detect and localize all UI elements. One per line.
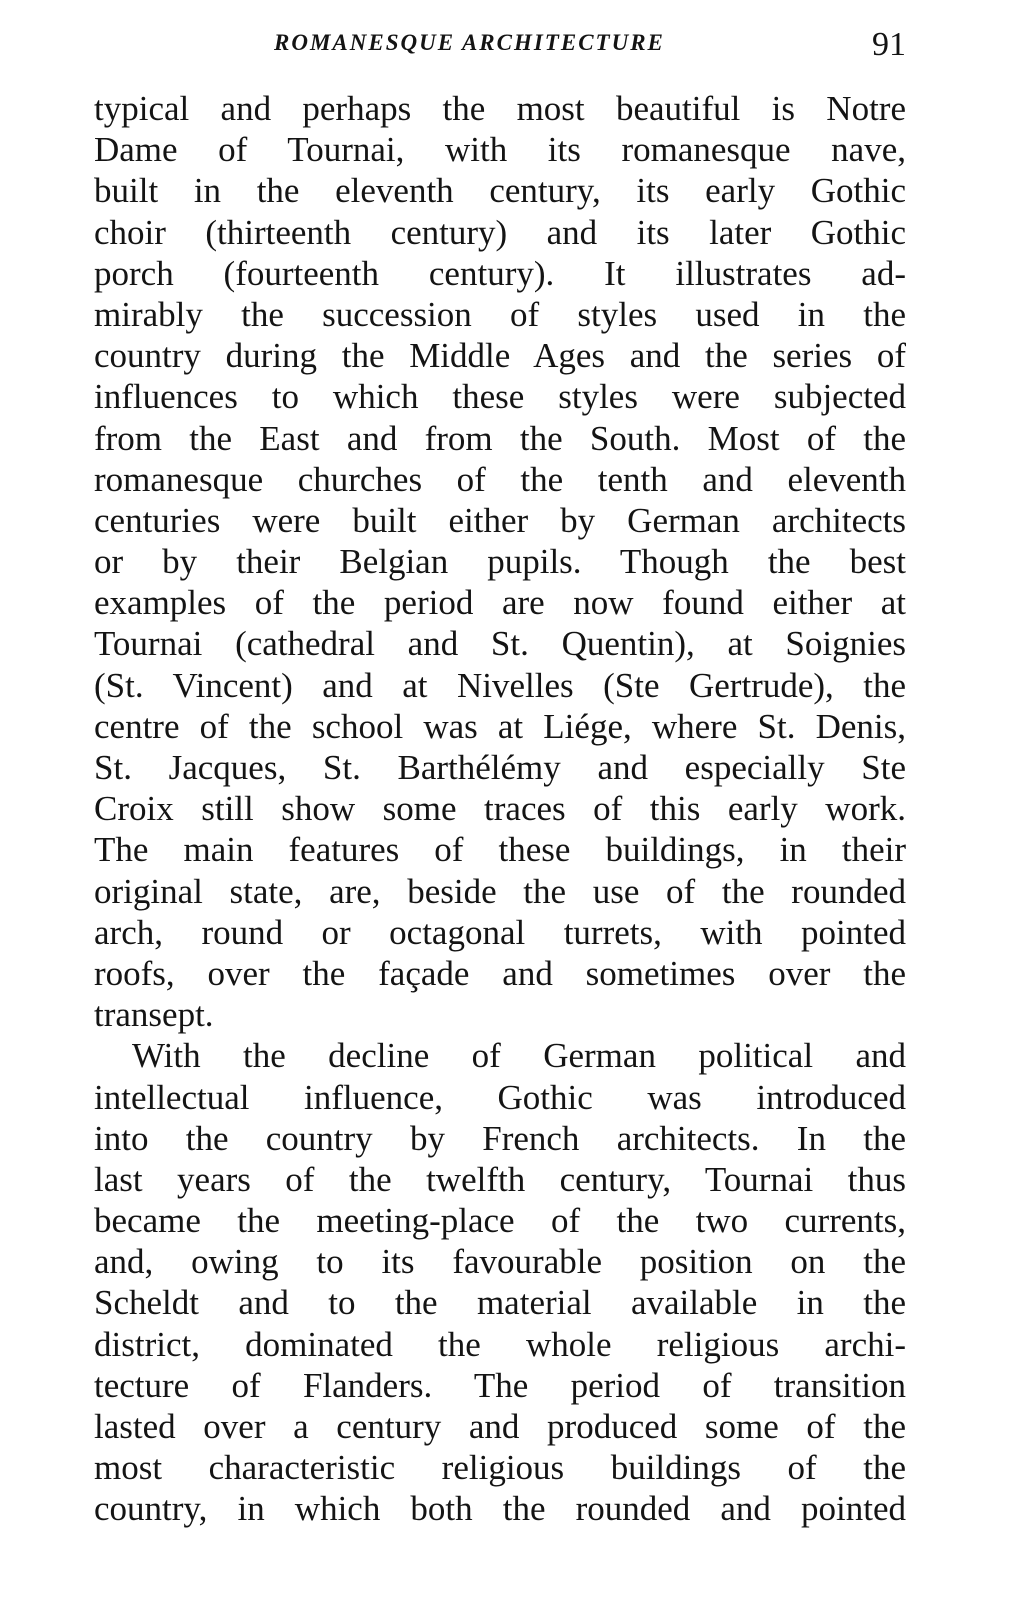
text-line: centre of the school was at Liége, where St. Denis,: [94, 706, 906, 746]
body-text: [94, 88, 906, 1530]
text-line: examples of the period are now found either at: [94, 583, 906, 623]
text-line: Tournai (cathedral and St. Quentin), at Soignies: [94, 624, 906, 664]
text-line: centuries were built either by German architects: [94, 500, 906, 540]
text-line: The main features of these buildings, in their: [94, 830, 906, 870]
text-line: from the East and from the South. Most of the: [94, 418, 906, 458]
text-line: arch, round or octagonal turrets, with pointed: [94, 912, 906, 952]
text-line: romanesque churches of the tenth and eleventh: [94, 459, 906, 499]
text-line: influences to which these styles were subjected: [94, 377, 906, 417]
text-line: Croix still show some traces of this early work.: [94, 789, 906, 829]
text-line: or by their Belgian pupils. Though the best: [94, 542, 906, 582]
text-line: into the country by French architects. In the: [94, 1118, 906, 1158]
text-line: intellectual influence, Gothic was introduced: [94, 1077, 906, 1117]
paragraph-end-line: transept.: [94, 995, 214, 1035]
text-line: choir (thirteenth century) and its later Gothic: [94, 212, 906, 252]
text-line: Scheldt and to the material available in the: [94, 1283, 906, 1323]
text-line: Dame of Tournai, with its romanesque nave,: [94, 130, 906, 170]
text-line: original state, are, beside the use of the rounded: [94, 871, 906, 911]
text-line: typical and perhaps the most beautiful is Notre: [94, 89, 906, 128]
text-line: last years of the twelfth century, Tournai thus: [94, 1159, 906, 1199]
text-line: became the meeting-place of the two currents,: [94, 1201, 906, 1241]
text-line: tecture of Flanders. The period of transition: [94, 1365, 906, 1405]
running-title: ROMANESQUE ARCHITECTURE: [274, 30, 665, 55]
paragraph-start-line: With the decline of German political and: [132, 1036, 906, 1076]
text-line: porch (fourteenth century). It illustrates ad-: [94, 253, 906, 293]
text-line: roofs, over the façade and sometimes over the: [94, 953, 906, 993]
text-line: mirably the succession of styles used in the: [94, 294, 906, 334]
text-line: country during the Middle Ages and the series of: [94, 336, 906, 376]
running-head: [94, 28, 906, 68]
text-line: lasted over a century and produced some of the: [94, 1407, 906, 1446]
text-line: and, owing to its favourable position on the: [94, 1242, 906, 1282]
text-line: most characteristic religious buildings of the: [94, 1448, 906, 1488]
text-line: district, dominated the whole religious archi-: [94, 1324, 906, 1364]
text-line: (St. Vincent) and at Nivelles (Ste Gertrude), the: [94, 665, 906, 705]
text-line: country, in which both the rounded and pointed: [94, 1489, 906, 1529]
text-line: built in the eleventh century, its early Gothic: [94, 171, 906, 211]
text-line: St. Jacques, St. Barthélémy and especially Ste: [94, 748, 906, 787]
page-number: 91: [872, 26, 906, 63]
